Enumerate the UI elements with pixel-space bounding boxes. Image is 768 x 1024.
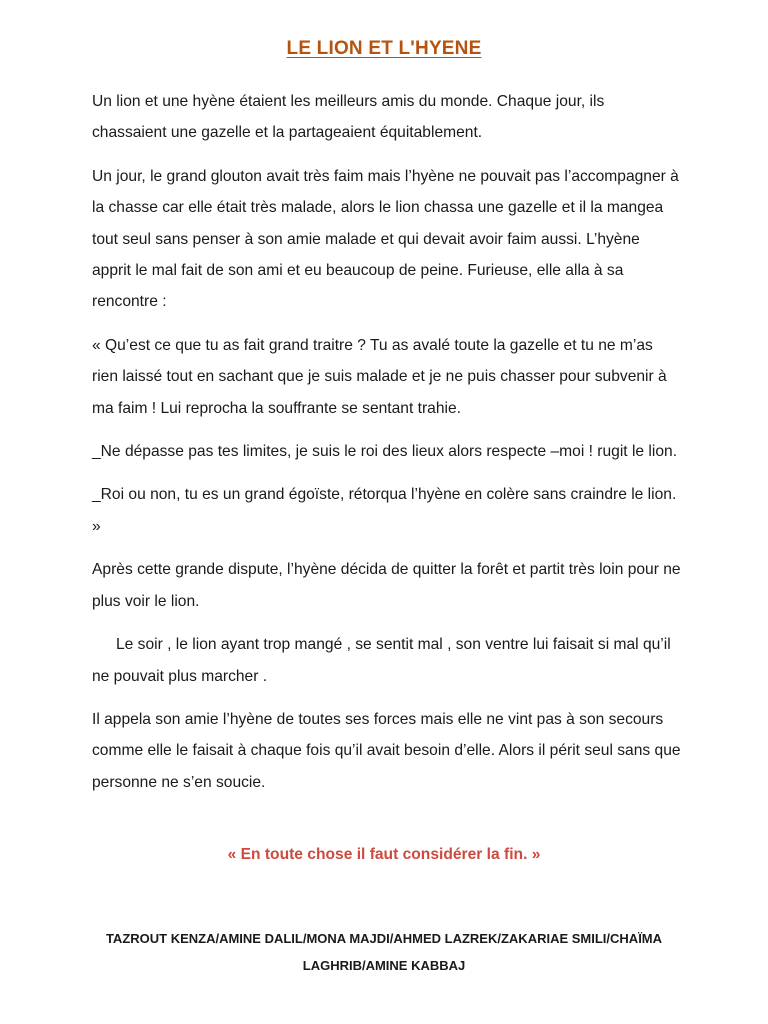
story-paragraph-5: _Roi ou non, tu es un grand égoïste, rétorqua l’hyène en colère sans craindre le lion. » (92, 486, 677, 535)
story-paragraph-3: « Qu’est ce que tu as fait grand traitre ? Tu as avalé toute la gazelle et tu ne m’as rien laissé tout en sachant que je suis malade et je ne puis chasser pour subvenir à ma faim ! Lui reprocha la souffrante se sentant trahie. (92, 336, 667, 417)
story-paragraph-1: Un lion et une hyène étaient les meilleurs amis du monde. Chaque jour, ils chassaient une gazelle et la partageaient équitablement. (92, 93, 605, 142)
document-title: LE LION ET L'HYENE (286, 38, 482, 59)
story-paragraph-7: Le soir , le lion ayant trop mangé , se sentit mal , son ventre lui faisait si mal qu’il ne pouvait plus marcher . (92, 636, 671, 685)
story-body (92, 86, 682, 810)
story-paragraph-2: Un jour, le grand glouton avait très faim mais l’hyène ne pouvait pas l’accompagner à la chasse car elle était très malade, alors le lion chassa une gazelle et il la mangea tout seul sans penser à son amie malade et qui devait avoir faim aussi. L’hyène apprit le mal fait de son ami et eu beaucoup de peine. Furieuse, elle alla à sa rencontre : (92, 167, 679, 311)
story-moral: « En toute chose il faut considérer la fin. » (227, 846, 541, 863)
story-paragraph-4: _Ne dépasse pas tes limites, je suis le roi des lieux alors respecte –moi ! rugit le lion. (92, 443, 678, 461)
story-paragraph-8: Il appela son amie l’hyène de toutes ses forces mais elle ne vint pas à son secours comme elle le faisait à chaque fois qu’il avait besoin d’elle. Alors il périt seul sans que personne ne s’en soucie. (92, 710, 681, 791)
authors-credit: TAZROUT KENZA/AMINE DALIL/MONA MAJDI/AHMED LAZREK/ZAKARIAE SMILI/CHAÏMA LAGHRIB/AMINE KABBAJ (105, 931, 663, 973)
story-paragraph-6: Après cette grande dispute, l’hyène décida de quitter la forêt et partit très loin pour ne plus voir le lion. (92, 561, 681, 610)
